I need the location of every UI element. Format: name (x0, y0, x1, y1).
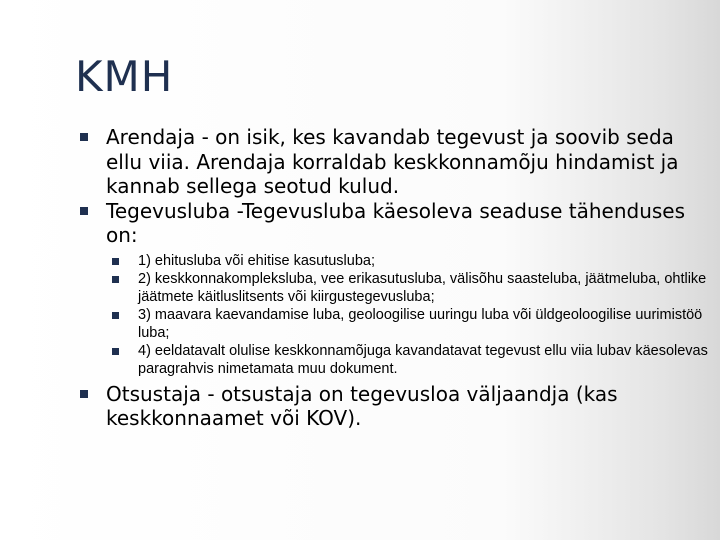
slide-title: KMH (75, 52, 174, 101)
square-bullet-icon (112, 348, 119, 355)
square-bullet-icon (80, 390, 88, 398)
sub-bullet-text: 3) maavara kaevandamise luba, geoloogilise uuringu luba või üldgeoloogilise uurimistöö luba; (138, 306, 703, 341)
square-bullet-icon (112, 276, 119, 283)
bullet-text: Arendaja - on isik, kes kavandab tegevust ja soovib seda ellu viia. Arendaja korraldab keskkonnamõju hindamist ja kannab sellega seotud kulud. (106, 125, 679, 198)
square-bullet-icon (112, 258, 119, 265)
bullet-arendaja (80, 125, 710, 199)
bullet-tegevusluba (80, 199, 710, 378)
bullet-text: Otsustaja - otsustaja on tegevusloa väljaandja (kas keskkonnaamet või KOV). (106, 381, 618, 430)
bullet-list (80, 125, 710, 431)
sub-bullet-item (106, 306, 710, 342)
sub-bullet-text: 4) eeldatavalt olulise keskkonnamõjuga kavandatavat tegevust ellu viia lubav käesolevas paragrahvis nimetamata muu dokument. (138, 342, 708, 377)
sub-bullet-text: 2) keskkonnakompleksluba, vee erikasutusluba, välisõhu saasteluba, jäätmeluba, ohtlike jäätmete käitluslitsents või kiirgustegevusluba; (138, 270, 707, 305)
sub-bullet-list (106, 252, 710, 378)
square-bullet-icon (80, 207, 88, 215)
bullet-otsustaja (80, 382, 710, 431)
bullet-text: Tegevusluba -Tegevusluba käesoleva seaduse tähenduses on: (106, 198, 686, 247)
sub-bullet-item (106, 270, 710, 306)
sub-bullet-item (106, 252, 710, 270)
sub-bullet-text: 1) ehitusluba või ehitise kasutusluba; (138, 252, 375, 269)
square-bullet-icon (80, 133, 88, 141)
square-bullet-icon (112, 312, 119, 319)
sub-bullet-item (106, 342, 710, 378)
